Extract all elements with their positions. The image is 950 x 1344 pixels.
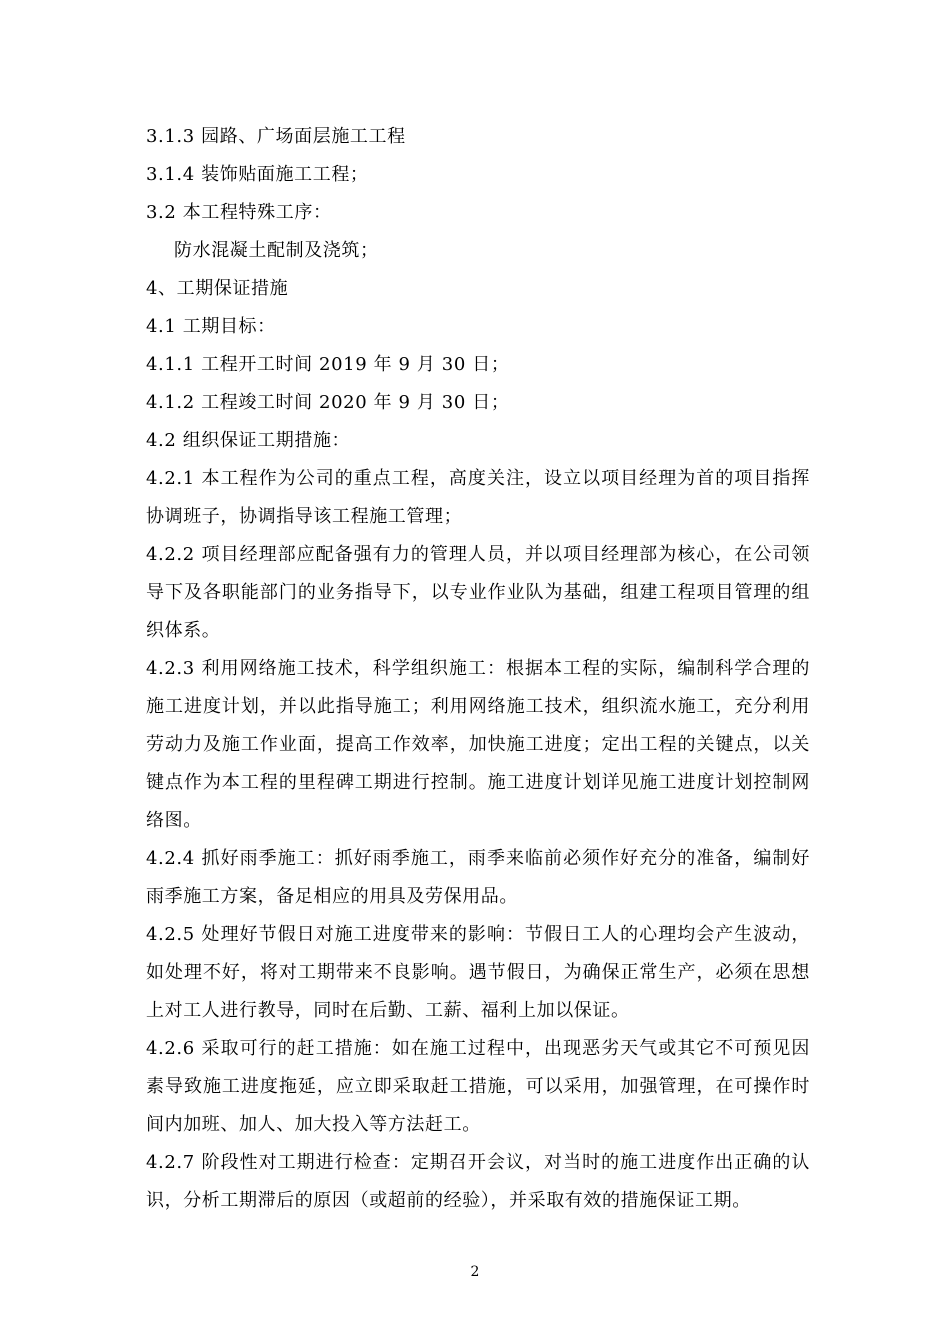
- paragraph-3-2: 3.2 本工程特殊工序：: [146, 202, 332, 223]
- paragraph-4-2-7: 4.2.7 阶段性对工期进行检查：定期召开会议，对当时的施工进度作出正确的认识，分析工期滞后的原因（或超前的经验），并采取有效的措施保证工期。: [146, 1152, 810, 1211]
- section-heading-4: 4、工期保证措施: [146, 278, 289, 299]
- paragraph-4-2-5: 4.2.5 处理好节假日对施工进度带来的影响：节假日工人的心理均会产生波动，如处理不好，将对工期带来不良影响。遇节假日，为确保正常生产，必须在思想上对工人进行教导，同时在后勤、工薪、福利上加以保证。: [146, 924, 810, 1021]
- page-number: 2: [470, 1264, 480, 1280]
- paragraph-3-1-4: 3.1.4 装饰贴面施工工程；: [146, 164, 369, 185]
- paragraph-4-1-1: 4.1.1 工程开工时间 2019 年 9 月 30 日；: [146, 354, 510, 375]
- paragraph-4-2-4: 4.2.4 抓好雨季施工：抓好雨季施工，雨季来临前必须作好充分的准备，编制好雨季施工方案，备足相应的用具及劳保用品。: [146, 848, 810, 907]
- paragraph-4-2: 4.2 组织保证工期措施：: [146, 430, 351, 451]
- paragraph-4-2-1: 4.2.1 本工程作为公司的重点工程，高度关注，设立以项目经理为首的项目指挥协调班子，协调指导该工程施工管理；: [146, 468, 810, 527]
- paragraph-3-2-detail: 防水混凝土配制及浇筑；: [174, 240, 379, 261]
- paragraph-4-1: 4.1 工期目标：: [146, 316, 276, 337]
- paragraph-4-2-3: 4.2.3 利用网络施工技术，科学组织施工：根据本工程的实际，编制科学合理的施工进度计划，并以此指导施工；利用网络施工技术，组织流水施工，充分利用劳动力及施工作业面，提高工作效率，加快施工进度；定出工程的关键点，以关键点作为本工程的里程碑工期进行控制。施工进度计划详见施工进度计划控制网络图。: [146, 658, 810, 831]
- paragraph-3-1-3: 3.1.3 园路、广场面层施工工程: [146, 126, 406, 147]
- paragraph-4-2-6: 4.2.6 采取可行的赶工措施：如在施工过程中，出现恶劣天气或其它不可预见因素导致施工进度拖延，应立即采取赶工措施，可以采用，加强管理，在可操作时间内加班、加人、加大投入等方法赶工。: [146, 1038, 810, 1135]
- paragraph-4-1-2: 4.1.2 工程竣工时间 2020 年 9 月 30 日；: [146, 392, 510, 413]
- paragraph-4-2-2: 4.2.2 项目经理部应配备强有力的管理人员，并以项目经理部为核心，在公司领导下及各职能部门的业务指导下，以专业作业队为基础，组建工程项目管理的组织体系。: [146, 544, 810, 641]
- document-body: [146, 118, 810, 1220]
